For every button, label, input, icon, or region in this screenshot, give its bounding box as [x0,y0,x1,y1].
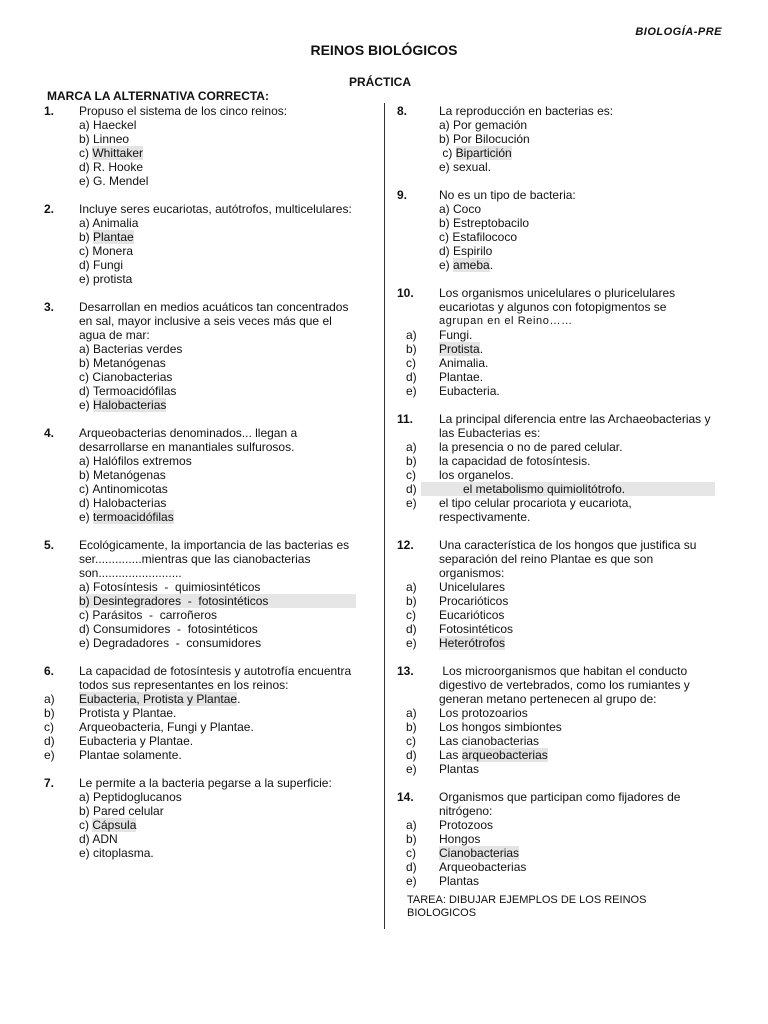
option-correct[interactable] [397,146,715,160]
option-letter: e) [79,398,90,412]
option-letter: a) [44,692,55,706]
column-divider [384,103,385,929]
option-letter: e) [406,874,417,888]
option-letter: a) [79,454,90,468]
question-text: Los microorganismos que habitan el conducto digestivo de vertebrados, como los rumiantes y generan metano pertenecen al grupo de: [439,664,694,706]
option-text: Los hongos simbiontes [439,720,562,734]
option-letter: c) [79,370,89,384]
option-letter: e) [406,496,417,510]
question-12 [397,538,715,650]
option-text: Metanógenas [93,356,166,370]
question-text: La reproducción en bacterias es: [439,104,614,118]
option-text: Plantae. [439,370,484,384]
option-letter: e) [439,258,454,272]
left-column [44,104,356,874]
option[interactable]: d) Espirilo [439,244,493,258]
option[interactable]: d) R. Hooke [79,160,144,174]
option[interactable] [397,608,715,622]
question-2 [44,202,356,286]
option-letter: c) [406,608,416,622]
option-letter: d) [406,370,417,384]
option-letter: b) [79,230,94,244]
option[interactable] [44,468,356,482]
option-text: Plantas [439,874,480,888]
option[interactable] [44,734,356,748]
question-number: 5. [44,538,55,552]
question-1 [44,104,356,188]
question-text: La capacidad de fotosíntesis y autotrofía encuentra todos sus representantes en los reinos: [79,664,352,692]
option[interactable] [397,468,715,482]
question-number: 4. [44,426,55,440]
answer-highlight: Protista [439,342,480,356]
option[interactable]: b) Linneo [79,132,130,146]
option-text: Fungi. [439,328,473,342]
answer-highlight: termoacidófilas [93,510,174,524]
question-text: Una característica de los hongos que justifica su separación del reino Plantae es que son organismos: [439,538,697,580]
instruction: MARCA LA ALTERNATIVA CORRECTA: [47,89,269,103]
option-letter: a) [406,328,417,342]
option-correct[interactable] [397,636,715,650]
option-text: . [479,342,484,356]
question-text: Ecológicamente, la importancia de las bacterias es ser..............mientras que las cianobacterias son......................... [79,538,350,580]
option-letter: c) [406,468,416,482]
question-number: 6. [44,664,55,678]
option-text: Fotosintéticos [439,622,514,636]
question-text: Organismos que participan como fijadores de nitrógeno: [439,790,681,818]
option[interactable]: a) Animalia [79,216,139,230]
answer-highlight: Halobacterias [93,398,167,412]
question-13 [397,664,715,776]
option-text: Plantae solamente. [79,748,182,762]
question-text: Desarrollan en medios acuáticos tan concentrados en sal, mayor inclusive a seis veces más que el agua de mar: [79,300,349,342]
option[interactable]: b) Pared celular [79,804,164,818]
option-text: . [489,258,494,272]
option-letter: d) [406,622,417,636]
option-letter: b) [79,356,90,370]
question-3 [44,300,356,412]
option[interactable]: e) G. Mendel [79,174,149,188]
option[interactable]: a) Por gemación [439,118,528,132]
option-letter: e) [406,762,417,776]
question-text: Incluye seres eucariotas, autótrofos, multicelulares: [79,202,352,216]
option[interactable] [397,706,715,720]
question-number: 10. [397,286,414,300]
option-letter: c) [406,734,416,748]
option[interactable]: d) ADN [79,832,118,846]
option-text: Arqueobacteria, Fungi y Plantae. [79,720,254,734]
option-text: Eubacteria y Plantae. [79,734,194,748]
question-number: 8. [397,104,408,118]
option-letter: c) [406,356,416,370]
question-text: Propuso el sistema de los cinco reinos: [79,104,288,118]
option-text: Los protozoarios [439,706,528,720]
question-number: 1. [44,104,55,118]
option-text: Arqueobacterias [439,860,527,874]
option-letter: c) [79,608,89,622]
option-correct[interactable] [44,146,356,160]
option-correct[interactable] [44,818,356,832]
option[interactable] [397,496,715,524]
option-text: Termoacidófilas [93,384,177,398]
option-letter: d) [406,860,417,874]
option[interactable]: c) Monera [79,244,134,258]
option[interactable] [44,482,356,496]
option[interactable]: d) Fungi [79,258,124,272]
option-letter: c) [79,482,89,496]
option-letter: a) [406,580,417,594]
option[interactable]: a) Haeckel [79,118,137,132]
course-label: BIOLOGÍA-PRE [635,26,722,38]
option-correct[interactable] [397,748,715,762]
option[interactable] [397,874,715,888]
page-title: REINOS BIOLÓGICOS [310,42,458,58]
option[interactable] [44,706,356,720]
option[interactable] [44,356,356,370]
option-text: Procarióticos [439,594,509,608]
question-number: 12. [397,538,414,552]
option-letter: c) [44,720,54,734]
question-number: 2. [44,202,55,216]
option[interactable] [397,440,715,454]
option[interactable] [397,860,715,874]
option-text: Desintegradores - fotosintéticos [93,594,269,608]
question-7 [44,776,356,860]
option-correct[interactable] [397,342,715,356]
question-number: 13. [397,664,414,678]
option-correct[interactable] [397,258,715,272]
option-letter: d) [79,496,90,510]
option-text: Cianobacterias [92,370,173,384]
option-text: los organelos. [439,468,514,482]
question-text: La principal diferencia entre las Archaeobacterias y las Eubacterias es: [439,412,711,440]
option-letter: e) [406,636,417,650]
option[interactable] [44,384,356,398]
option-letter: b) [406,720,417,734]
option-text: Halófilos extremos [93,454,192,468]
question-14 [397,790,715,888]
option[interactable] [397,762,715,776]
question-11 [397,412,715,524]
option[interactable] [397,384,715,398]
option-letter: d) [79,622,90,636]
answer-highlight: Eubacteria, Protista y Plantae [79,692,238,706]
option[interactable] [44,580,356,594]
option-correct[interactable] [44,510,356,524]
option[interactable] [397,370,715,384]
option-text: Metanógenas [93,468,166,482]
question-number: 11. [397,412,414,426]
answer-highlight: Whittaker [92,146,144,160]
option-text: Bacterias verdes [93,342,183,356]
question-text: No es un tipo de bacteria: [439,188,576,202]
option[interactable] [397,622,715,636]
option-letter: e) [44,748,55,762]
answer-highlight: Plantae [93,230,134,244]
option[interactable] [44,720,356,734]
option-text: Unicelulares [439,580,506,594]
option-correct[interactable] [44,398,356,412]
option-correct[interactable] [44,692,356,706]
question-text: Arqueobacterias denominados... llegan a desarrollarse en manantiales sulfurosos. [79,426,298,454]
question-5 [44,538,356,650]
option-letter: d) [79,384,90,398]
option-letter: a) [406,818,417,832]
option-letter: e) [79,510,90,524]
question-8 [397,104,715,174]
option-text: Las [439,748,462,762]
option-text: Eubacteria. [439,384,500,398]
option-text: Fotosíntesis - quimiosintéticos [93,580,261,594]
answer-highlight: Cápsula [92,818,137,832]
option-letter: b) [44,706,55,720]
option-text: el metabolismo quimiolitótrofo. [463,482,626,496]
option-correct[interactable] [397,846,715,860]
question-text: Los organismos unicelulares o pluricelulares eucariotas y algunos con fotopigmentos se [439,286,676,314]
option-letter: a) [79,342,90,356]
option-letter: d) [406,748,417,762]
option[interactable] [44,622,356,636]
question-text-cont: agrupan en el Reino…… [439,315,573,327]
option-correct[interactable] [406,482,715,496]
question-number: 14. [397,790,414,804]
answer-highlight: Heterótrofos [439,636,506,650]
option-letter: b) [79,468,90,482]
answer-highlight: Bipartición [455,146,512,160]
option-letter: c) [439,146,456,160]
option-correct[interactable] [79,594,356,608]
option-text: Consumidores - fotosintéticos [93,622,258,636]
option-text: la capacidad de fotosíntesis. [439,454,591,468]
option[interactable] [44,496,356,510]
option[interactable]: e) sexual. [439,160,492,174]
option-text: Parásitos - carroñeros [92,608,218,622]
option[interactable]: b) Estreptobacilo [439,216,530,230]
question-4 [44,426,356,524]
homework-note: TAREA: DIBUJAR EJEMPLOS DE LOS REINOS BIOLOGICOS [407,894,647,919]
option-letter: e) [406,384,417,398]
option-letter: b) [406,342,417,356]
answer-highlight: Cianobacterias [439,846,520,860]
option-text: Eucarióticos [439,608,505,622]
option[interactable]: a) Coco [439,202,482,216]
option[interactable] [44,748,356,762]
option-letter: e) [79,636,90,650]
option[interactable] [44,636,356,650]
option[interactable]: c) Estafilococo [439,230,518,244]
option[interactable] [397,818,715,832]
option-letter: d) [406,482,417,496]
question-number: 7. [44,776,55,790]
option[interactable] [397,594,715,608]
question-6 [44,664,356,762]
option[interactable]: e) protista [79,272,133,286]
option-letter: a) [406,440,417,454]
option-text: Las cianobacterias [439,734,540,748]
option-text: Animalia. [439,356,489,370]
option-letter: b) [406,454,417,468]
option-letter: d) [44,734,55,748]
option[interactable] [397,832,715,846]
option-text: Protista y Plantae. [79,706,177,720]
option-letter: b) [79,594,90,608]
answer-highlight: arqueobacterias [461,748,548,762]
option-text: . [237,692,241,706]
option-text: el tipo celular procariota y eucariota, respectivamente. [439,496,632,524]
question-number: 9. [397,188,408,202]
option-text: Antinomicotas [92,482,168,496]
question-10 [397,286,715,398]
question-number: 3. [44,300,55,314]
option[interactable] [397,720,715,734]
option[interactable] [44,608,356,622]
option-text: Hongos [439,832,481,846]
option-letter: c) [79,818,93,832]
option-letter: a) [79,580,90,594]
option[interactable] [397,356,715,370]
option[interactable]: a) Peptidoglucanos [79,790,182,804]
option[interactable] [397,454,715,468]
right-column [397,104,715,920]
option[interactable]: b) Por Bilocución [439,132,530,146]
option-text: la presencia o no de pared celular. [439,440,623,454]
option-letter: b) [406,594,417,608]
option-text: Halobacterias [93,496,167,510]
option[interactable] [44,370,356,384]
option-letter: c) [406,846,416,860]
option-letter: c) [79,146,93,160]
answer-highlight: ameba [453,258,490,272]
question-text: Le permite a la bacteria pegarse a la superficie: [79,776,332,790]
option[interactable] [397,328,715,342]
option[interactable] [44,342,356,356]
option[interactable]: e) citoplasma. [79,846,154,860]
option-text: Protozoos [439,818,494,832]
option-letter: b) [406,832,417,846]
option-text: Degradadores - consumidores [93,636,262,650]
option[interactable] [397,734,715,748]
question-9 [397,188,715,272]
option-letter: a) [406,706,417,720]
option-text: Plantas [439,762,480,776]
option[interactable] [397,580,715,594]
page-subtitle: PRÁCTICA [349,75,411,89]
option[interactable] [44,454,356,468]
option-correct[interactable] [44,230,356,244]
